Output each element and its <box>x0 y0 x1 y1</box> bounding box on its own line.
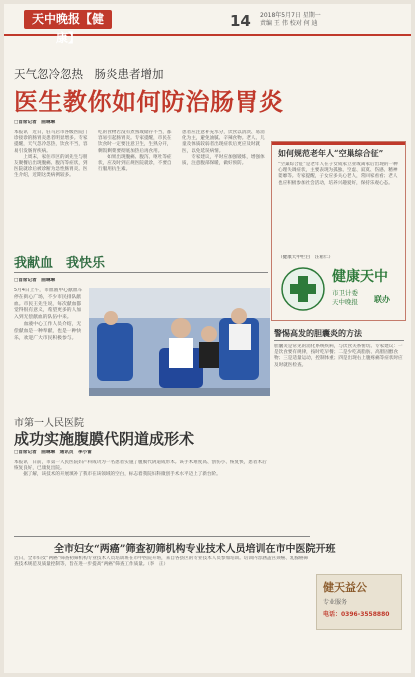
article1-col2: 吃的食物若没有煮熟或储存不当，都容易引起肠胃炎。专家提醒，市民在饮食时一定要注意卫生，生熟分开，剩饭剩菜要彻底加热后再食用。 如果出现腹痛、腹泻、呕吐等症状，应及时到正规医院就诊，不要自行服用抗生素。 <box>98 130 172 173</box>
advertisement-box <box>316 574 402 630</box>
date-line: 2018年5月7日 星期一 <box>260 12 321 19</box>
editor-line: 责编 王 伟 校对 何 迪 <box>260 20 318 27</box>
ad-phone: 电话：0396-3558880 <box>323 611 390 618</box>
blood-donation-illustration <box>89 288 270 396</box>
article2-byline: □首席记者 曲琳琳 <box>14 278 56 283</box>
article1-byline: □首席记者 曲琳琳 <box>14 120 56 125</box>
blood-donation-photo <box>89 288 270 396</box>
brand-health-tianzhong: 健康天中 <box>332 269 388 285</box>
article1-col3: 患者应注意补充水分，饮食以清淡、易消化为主，避免油腻、辛辣食物。老人、儿童及体质较弱者出现症状后更应及时就医，以免延误病情。 专家建议，平时应加强锻炼，增强体质，注意腹部保暖，做好预防。 <box>182 130 265 167</box>
article1-body <box>14 120 266 129</box>
ad-title: 健天益公 <box>323 581 367 594</box>
article4-byline: □首席记者 曲琳琳 通讯员 李小雷 <box>14 450 92 455</box>
article4-body: 本报讯 日前，市第一人民医院妇产科成功为一名患者实施了腹膜代阴道成形术。该手术难度高、创伤小、恢复快，患者术后恢复良好，已康复出院。 据了解，该技术的开展填补了我市在该领域的空白，标志着我院妇科微创手术水平迈上了新台阶。 <box>14 460 267 478</box>
sidebar-box <box>271 141 406 321</box>
article1-kicker: 天气忽冷忽热 肠炎患者增加 <box>14 67 164 81</box>
article5-body: 近日，全市妇女“两癌”筛查初筛机构专业技术人员培训班在市中医院开班，来自各县区的专业技术人员参加培训。培训内容涵盖宫颈癌、乳腺癌筛查技术规范及质量控制等，旨在进一步提高“两癌”筛查工作质量。（李 正） <box>14 556 309 568</box>
article3-body: 胆囊炎是常见的消化系统疾病，与饮食关系密切。专家建议：一是饮食要有规律，按时吃早餐；二是少吃高脂肪、高胆固醇食物；三是适量运动，控制体重；四是出现右上腹疼痛等症状时应及时就医检查。 <box>274 344 403 368</box>
sidebar-title: 如何规范老年人“空巢综合征” <box>278 148 384 158</box>
article2-title: 我献血 我快乐 <box>14 256 106 271</box>
newspaper-page <box>4 4 411 673</box>
brand-sponsor-2: 天中晚报 <box>332 298 358 306</box>
brand-sponsors <box>332 289 358 307</box>
article5-rule <box>14 536 310 537</box>
sidebar-body: “空巢综合征”是老年人在子女成家立业或离家后出现的一种心理失调症状，主要表现为孤独、空虚、寂寞、伤感、精神萎靡等。专家提醒，子女应多关心老人，常回家看看；老人也应积极参加社会活动，培养兴趣爱好，保持乐观心态。 <box>278 162 398 186</box>
brand-sponsor-1: 市卫计委 <box>332 289 358 297</box>
article5-title: 全市妇女“两癌”筛查初筛机构专业技术人员培训在市中医院开班 <box>54 544 336 555</box>
article3-title: 警惕高发的胆囊炎的方法 <box>274 328 362 338</box>
sidebar-rule <box>272 142 405 145</box>
medical-cross-icon <box>280 266 326 312</box>
article1-col1: 本报讯 近日，驻马店市各级医院门诊接诊的肠胃炎患者明显增多。专家提醒，天气忽冷忽热，饮食不当，容易引发肠胃疾病。 上周末，家住市区的刘先生与朋友聚餐后出现腹痛、腹泻等症状，到医院就诊后被诊断为急性肠胃炎。医生介绍，近期这类病例较多。 <box>14 130 88 179</box>
article4-kicker: 市第一人民医院 <box>14 418 84 429</box>
article3-rule <box>274 340 404 341</box>
article1-headline: 医生教你如何防治肠胃炎 <box>14 87 284 116</box>
ad-line: 专业服务 <box>323 599 348 606</box>
sidebar-column-label: （健康天中栏目 汪希仁） <box>278 255 334 260</box>
date-block <box>260 12 321 28</box>
brand-joint: 联办 <box>374 295 390 304</box>
page-header <box>4 4 411 45</box>
article2-body: 5月4日上午，市血液中心献血车停在街心广场，不少市民排队献血。市民王先生说，每次献血都觉得很有意义，希望更多的人加入到无偿献血的队伍中来。 血液中心工作人员介绍，无偿献血是一种奉献，也是一种快乐，欢迎广大市民积极参与。 <box>14 288 83 341</box>
masthead-logo: 天中晚报【健康】 <box>24 10 112 29</box>
page-number: 14 <box>230 12 251 30</box>
article2-rule <box>14 272 268 273</box>
article4-headline: 成功实施腹膜代阴道成形术 <box>14 430 195 448</box>
